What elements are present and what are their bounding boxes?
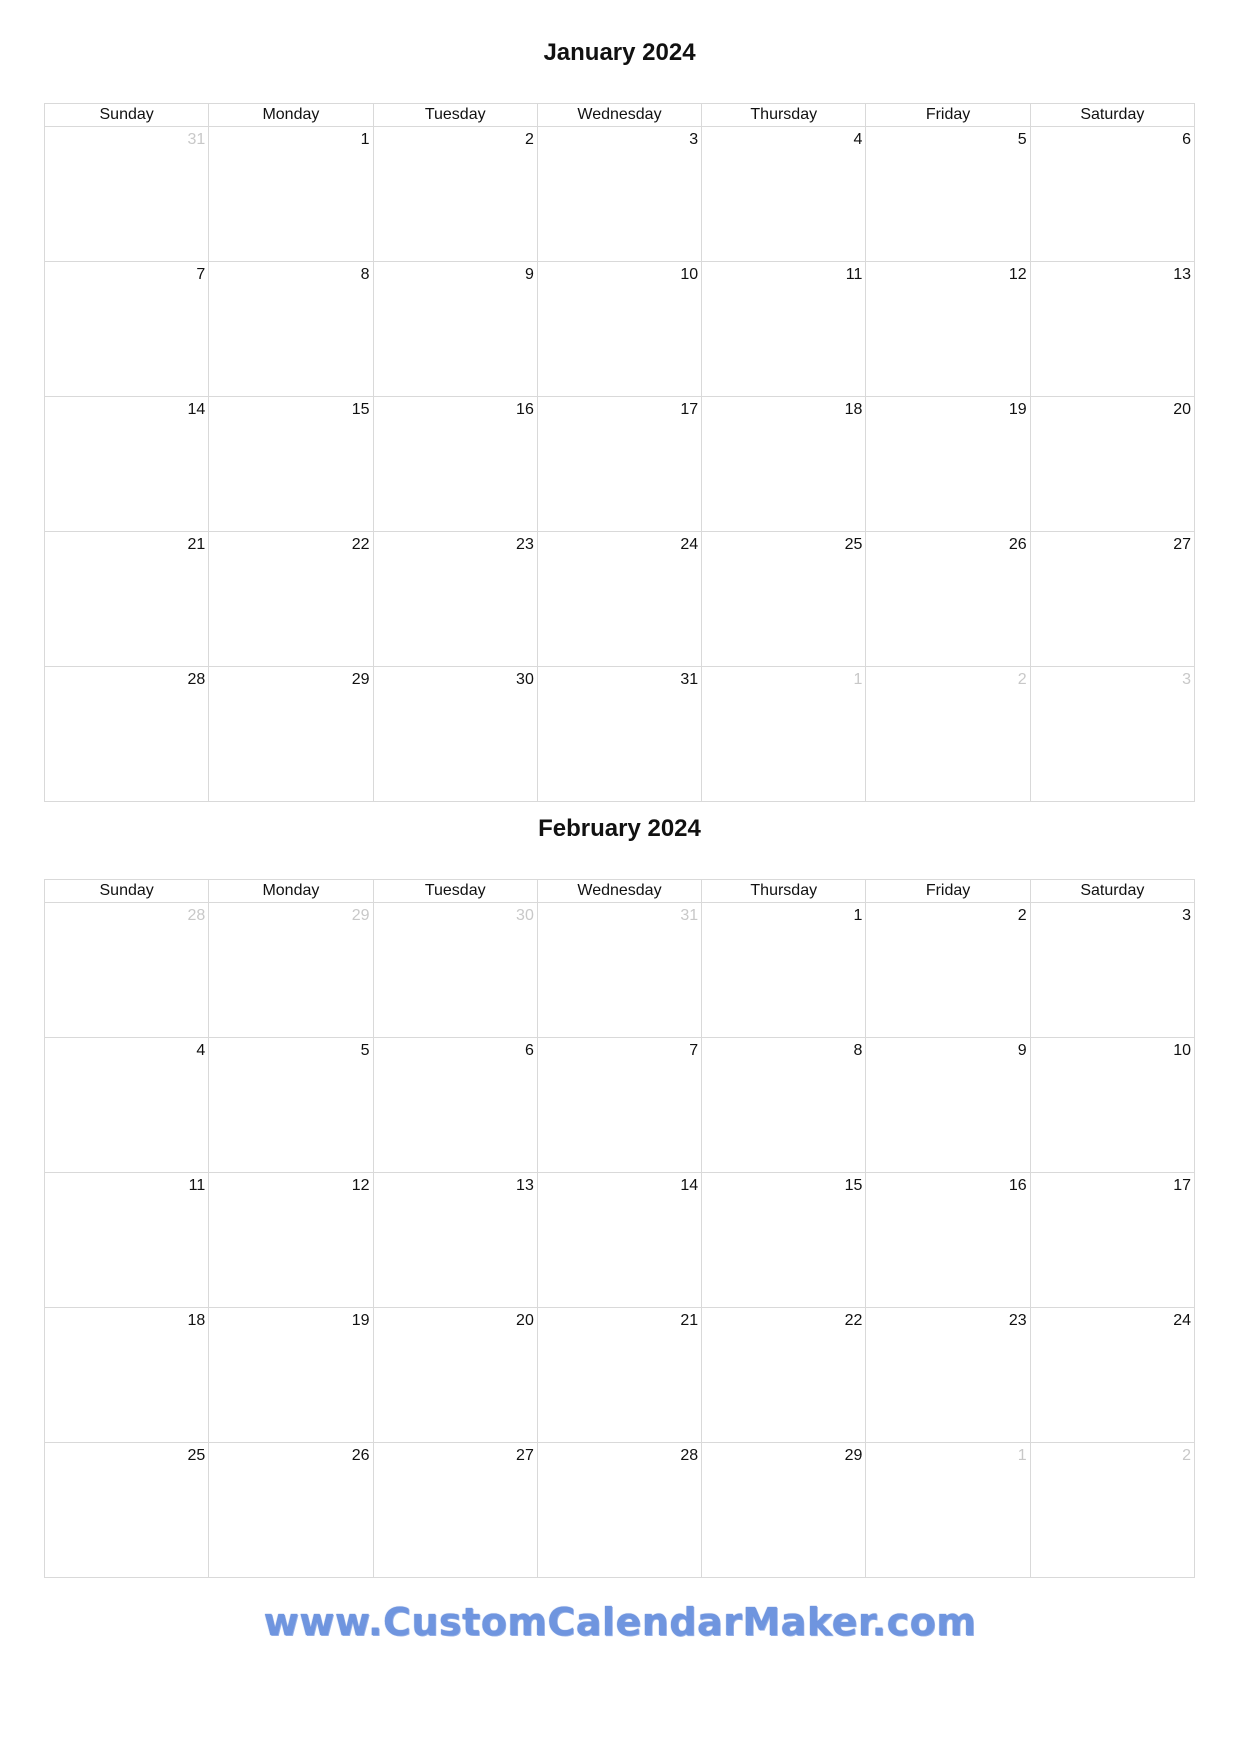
day-number: 5 — [360, 1042, 370, 1059]
day-number: 9 — [524, 266, 534, 283]
week-rows — [45, 127, 1195, 802]
weekday-friday: Friday — [866, 880, 1030, 903]
day-cell — [537, 1443, 701, 1578]
day-number: 26 — [351, 1447, 370, 1464]
day-cell — [45, 667, 209, 802]
day-number: 25 — [187, 1447, 206, 1464]
day-cell — [45, 1308, 209, 1443]
day-number: 29 — [351, 907, 370, 924]
day-cell — [1030, 1308, 1194, 1443]
day-number: 6 — [524, 1042, 534, 1059]
day-number: 25 — [844, 536, 863, 553]
day-number: 20 — [516, 1312, 534, 1329]
day-number: 28 — [187, 671, 206, 688]
day-number: 8 — [853, 1042, 863, 1059]
day-cell — [1030, 397, 1194, 532]
day-number: 28 — [680, 1447, 699, 1464]
day-cell — [1030, 1173, 1194, 1308]
day-number: 2 — [524, 131, 534, 148]
day-cell — [537, 667, 701, 802]
week-row — [45, 397, 1195, 532]
day-number: 19 — [351, 1312, 370, 1329]
weekday-tuesday: Tuesday — [373, 880, 537, 903]
day-cell — [45, 397, 209, 532]
day-number: 12 — [351, 1177, 370, 1194]
day-cell — [45, 262, 209, 397]
day-cell — [702, 127, 866, 262]
day-number: 22 — [844, 1312, 863, 1329]
weekday-saturday: Saturday — [1030, 104, 1194, 127]
day-cell — [373, 1308, 537, 1443]
day-cell — [1030, 127, 1194, 262]
day-number: 4 — [853, 131, 863, 148]
day-cell — [866, 1038, 1030, 1173]
day-number: 4 — [196, 1042, 206, 1059]
weekday-thursday: Thursday — [702, 880, 866, 903]
week-row — [45, 667, 1195, 802]
day-cell-other-month — [45, 903, 209, 1038]
weekday-sunday: Sunday — [45, 104, 209, 127]
month-title: January 2024 — [543, 39, 696, 66]
week-row — [45, 1308, 1195, 1443]
day-number: 20 — [1173, 401, 1191, 418]
week-row — [45, 903, 1195, 1038]
day-cell-other-month — [1030, 667, 1194, 802]
day-number: 29 — [844, 1447, 863, 1464]
day-cell — [702, 397, 866, 532]
day-cell-other-month — [209, 903, 373, 1038]
day-cell — [1030, 262, 1194, 397]
day-number: 24 — [680, 536, 699, 553]
weekday-tuesday: Tuesday — [373, 104, 537, 127]
day-cell — [209, 667, 373, 802]
day-cell — [373, 667, 537, 802]
calendar-grid — [44, 103, 1195, 802]
weekday-monday: Monday — [209, 880, 373, 903]
day-number: 31 — [680, 671, 699, 688]
day-number: 14 — [187, 401, 206, 418]
day-cell — [702, 262, 866, 397]
day-cell — [866, 262, 1030, 397]
day-number: 22 — [351, 536, 370, 553]
day-cell — [1030, 903, 1194, 1038]
day-number: 3 — [689, 131, 699, 148]
day-number: 30 — [516, 671, 534, 688]
weekday-wednesday: Wednesday — [537, 104, 701, 127]
day-number: 6 — [1182, 131, 1191, 148]
day-number: 10 — [1173, 1042, 1191, 1059]
day-cell-other-month — [702, 667, 866, 802]
day-cell — [373, 262, 537, 397]
day-cell — [1030, 532, 1194, 667]
day-cell — [866, 532, 1030, 667]
day-number: 31 — [187, 131, 206, 148]
week-row — [45, 532, 1195, 667]
day-cell — [702, 1038, 866, 1173]
day-number: 26 — [1008, 536, 1027, 553]
day-cell — [45, 532, 209, 667]
day-number: 23 — [1008, 1312, 1027, 1329]
day-number: 12 — [1008, 266, 1027, 283]
day-cell — [537, 1173, 701, 1308]
week-row — [45, 1443, 1195, 1578]
day-cell — [209, 1308, 373, 1443]
day-number: 1 — [853, 671, 863, 688]
day-cell — [866, 1308, 1030, 1443]
month-february — [44, 804, 1195, 1464]
day-number: 17 — [1173, 1177, 1191, 1194]
day-number: 11 — [188, 1177, 206, 1194]
week-row — [45, 262, 1195, 397]
day-number: 1 — [853, 907, 863, 924]
day-number: 10 — [680, 266, 699, 283]
day-number: 21 — [680, 1312, 699, 1329]
day-number: 1 — [360, 131, 370, 148]
week-row — [45, 127, 1195, 262]
day-cell-other-month — [45, 127, 209, 262]
day-number: 3 — [1182, 671, 1191, 688]
day-number: 7 — [689, 1042, 699, 1059]
week-rows — [45, 903, 1195, 1578]
day-number: 27 — [1173, 536, 1191, 553]
day-cell-other-month — [1030, 1443, 1194, 1578]
day-cell-other-month — [373, 903, 537, 1038]
month-title: February 2024 — [538, 815, 701, 842]
day-cell — [537, 1308, 701, 1443]
day-cell — [702, 903, 866, 1038]
day-number: 2 — [1017, 907, 1027, 924]
day-number: 19 — [1008, 401, 1027, 418]
day-cell — [537, 532, 701, 667]
weekday-sunday: Sunday — [45, 880, 209, 903]
day-cell — [373, 532, 537, 667]
week-row — [45, 1038, 1195, 1173]
day-cell — [537, 1038, 701, 1173]
day-number: 27 — [516, 1447, 534, 1464]
day-number: 18 — [844, 401, 863, 418]
day-cell — [373, 397, 537, 532]
day-cell — [373, 1038, 537, 1173]
day-number: 15 — [844, 1177, 863, 1194]
day-cell — [45, 1173, 209, 1308]
day-number: 16 — [516, 401, 534, 418]
weekday-saturday: Saturday — [1030, 880, 1194, 903]
day-cell — [209, 1443, 373, 1578]
day-cell — [45, 1443, 209, 1578]
day-cell — [866, 397, 1030, 532]
day-cell — [702, 532, 866, 667]
website-url-link[interactable]: www.CustomCalendarMaker.com — [263, 1600, 977, 1644]
day-cell-other-month — [866, 1443, 1030, 1578]
day-number: 30 — [516, 907, 534, 924]
weekday-friday: Friday — [866, 104, 1030, 127]
day-number: 23 — [516, 536, 534, 553]
month-january — [44, 28, 1195, 688]
day-cell — [209, 262, 373, 397]
day-number: 28 — [187, 907, 206, 924]
day-number: 17 — [680, 401, 699, 418]
day-number: 13 — [1173, 266, 1191, 283]
day-cell — [45, 1038, 209, 1173]
day-cell-other-month — [537, 903, 701, 1038]
day-number: 13 — [516, 1177, 534, 1194]
day-number: 31 — [680, 907, 699, 924]
day-cell-other-month — [866, 667, 1030, 802]
day-cell — [866, 1173, 1030, 1308]
day-cell — [209, 397, 373, 532]
weekday-wednesday: Wednesday — [537, 880, 701, 903]
day-cell — [537, 262, 701, 397]
day-cell — [537, 397, 701, 532]
day-number: 24 — [1173, 1312, 1191, 1329]
day-cell — [209, 1038, 373, 1173]
day-cell — [373, 127, 537, 262]
day-number: 21 — [187, 536, 206, 553]
day-number: 18 — [187, 1312, 206, 1329]
day-cell — [209, 532, 373, 667]
day-cell — [866, 903, 1030, 1038]
day-cell — [702, 1173, 866, 1308]
day-number: 29 — [351, 671, 370, 688]
weekday-thursday: Thursday — [702, 104, 866, 127]
weekday-header-row — [45, 104, 1195, 127]
day-cell — [373, 1173, 537, 1308]
day-number: 15 — [351, 401, 370, 418]
calendar-grid — [44, 879, 1195, 1578]
weekday-header-row — [45, 880, 1195, 903]
day-number: 8 — [360, 266, 370, 283]
day-cell — [209, 1173, 373, 1308]
day-number: 1 — [1017, 1447, 1027, 1464]
day-cell — [537, 127, 701, 262]
day-cell — [702, 1443, 866, 1578]
day-cell — [373, 1443, 537, 1578]
day-number: 16 — [1008, 1177, 1027, 1194]
day-cell — [866, 127, 1030, 262]
day-cell — [702, 1308, 866, 1443]
weekday-monday: Monday — [209, 104, 373, 127]
day-cell — [209, 127, 373, 262]
day-number: 2 — [1017, 671, 1027, 688]
day-number: 7 — [196, 266, 206, 283]
day-number: 5 — [1017, 131, 1027, 148]
day-number: 9 — [1017, 1042, 1027, 1059]
day-number: 14 — [680, 1177, 699, 1194]
day-number: 3 — [1182, 907, 1191, 924]
day-cell — [1030, 1038, 1194, 1173]
day-number: 2 — [1182, 1447, 1191, 1464]
week-row — [45, 1173, 1195, 1308]
day-number: 11 — [845, 266, 863, 283]
